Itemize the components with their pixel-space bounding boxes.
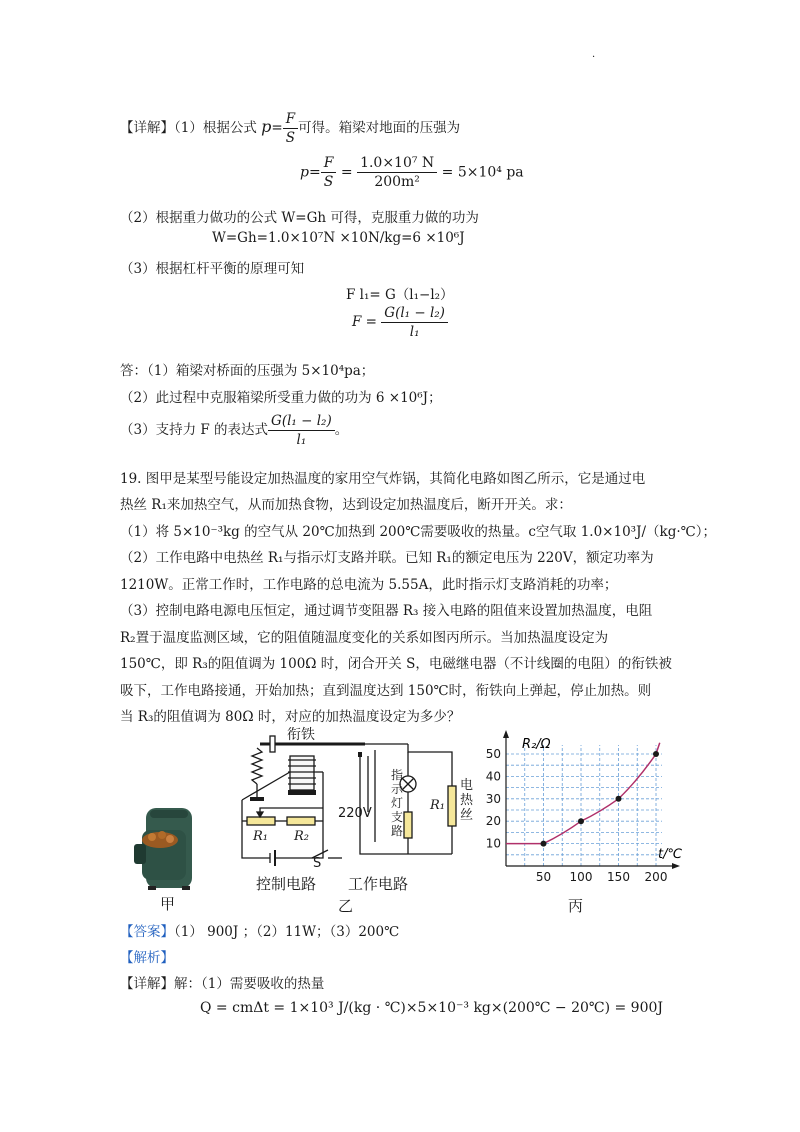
heat-equation: Q = cmΔt = 1×10³ J/(kg · ℃)×5×10⁻³ kg×(200℃ − 20℃) = 900J	[200, 1000, 664, 1016]
control-circuit-label: 控制电路	[256, 875, 317, 893]
force-equation: F = $\frac{\text{G(l₁ − l₂)}}{\text{l₁}}$	[352, 304, 448, 341]
q18-line3: （3）根据杠杆平衡的原理可知	[120, 261, 305, 277]
fig-yi-label: 乙	[338, 897, 354, 915]
q19-p3: （1）将 5×10⁻³kg 的空气从 20℃加热到 200℃需要吸收的热量。c空气取 1.0×10³J/（kg·℃）；	[120, 524, 716, 540]
work-circuit-label: 工作电路	[348, 875, 409, 893]
answer-line3: （3）支持力 F 的表达式 $\frac{\text{G(l₁ − l₂)}}{\text{l₁}}$ 。	[120, 413, 349, 448]
answer-line2: （2）此过程中克服箱梁所受重力做的功为 6 ×10⁶J；	[120, 390, 442, 406]
y-tick-label: 50	[485, 747, 501, 761]
corner-dot: ·	[592, 52, 596, 63]
y-tick-label: 40	[485, 769, 501, 784]
y-tick-label: 30	[485, 791, 501, 806]
q19-p5: 1210W。正常工作时，工作电路的总电流为 5.55A，此时指示灯支路消耗的功率；	[120, 577, 618, 593]
q19-p4: （2）工作电路中电热丝 R₁与指示灯支路并联。已知 R₁的额定电压为 220V，额定功率为	[120, 550, 654, 566]
q19-p10: 当 R₃的阻值调为 80Ω 时，对应的加热温度设定为多少？	[120, 709, 461, 725]
work-r1-label: R₁	[430, 798, 445, 813]
pressure-equation: p= $\frac{F}{S}$ = $\frac{\text{1.0×10⁷ N}}{\text{200m²}}$ = 5×10⁴ pa	[300, 155, 524, 190]
armature-label: 衔铁	[287, 727, 315, 743]
x-tick-label: 50	[535, 870, 552, 884]
answer-label: 【答案】	[120, 924, 174, 940]
detail-label-2: 【详解】	[120, 976, 174, 992]
analysis-label: 【解析】	[120, 950, 174, 966]
data-point	[653, 751, 659, 757]
detail-label: 【详解】	[120, 120, 174, 136]
fig-jia-label: 甲	[160, 895, 176, 913]
air-fryer-image	[132, 800, 204, 892]
x-axis-arrow	[672, 863, 680, 869]
answer-line1: 答：（1）箱梁对桥面的压强为 5×10⁴pa；	[120, 363, 375, 379]
x-tick-label: 100	[569, 870, 593, 884]
control-r1-label: R₁	[253, 829, 268, 844]
q19-p2: 热丝 R₁来加热空气，从而加热食物，达到设定加热温度后，断开开关。求：	[120, 497, 572, 513]
fig-bing-label: 丙	[568, 897, 584, 915]
r2-curve	[506, 743, 660, 844]
y-axis-arrow	[503, 730, 509, 738]
work-equation: W=Gh=1.0×10⁷N ×10N/kg=6 ×10⁶J	[212, 230, 465, 246]
heater-label: 电热丝	[460, 778, 474, 823]
x-tick-label: 200	[644, 870, 668, 884]
q18-line1: 【详解】（1）根据公式 p= $\frac{F}{S}$ 可得。箱梁对地面的压强为	[120, 111, 461, 146]
r2-temperature-graph	[476, 728, 686, 893]
data-point	[541, 841, 547, 847]
q19-p6: （3）控制电路电源电压恒定，通过调节变阻器 R₃ 接入电路的阻值来设置加热温度，电阻	[120, 603, 653, 619]
answer-text: （1） 900J ；（2）11W；（3）200℃	[174, 924, 400, 940]
y-axis-title: R₂/Ω	[522, 737, 551, 752]
answer-row	[120, 920, 399, 940]
switch-label: S	[313, 856, 322, 871]
x-axis-title: t/℃	[658, 847, 683, 862]
data-point	[616, 796, 622, 802]
lamp-branch-label: 指示灯支路	[391, 768, 404, 838]
q19-p8: 150℃，即 R₃的阻值调为 100Ω 时，闭合开关 S，电磁继电器（不计线圈的电阻）的衔铁被	[120, 656, 672, 672]
control-r2-label: R₂	[294, 829, 309, 844]
q19-p7: R₂置于温度监测区域，它的阻值随温度变化的关系如图丙所示。当加热温度设定为	[120, 630, 609, 646]
y-tick-label: 20	[485, 814, 501, 829]
x-tick-label: 150	[607, 870, 630, 884]
voltage-label: 220V	[338, 806, 372, 821]
data-point	[578, 818, 584, 824]
q18-line2: （2）根据重力做功的公式 W=Gh 可得，克服重力做的功为	[120, 210, 479, 226]
y-tick-label: 10	[485, 836, 501, 851]
detail-row: 【详解】解：（1）需要吸收的热量	[120, 976, 325, 992]
q19-p1: 19. 图甲是某型号能设定加热温度的家用空气炸锅，其简化电路如图乙所示，它是通过电	[120, 471, 646, 487]
lever-equation: F l₁= G（l₁−l₂）	[346, 287, 454, 303]
pressure-fraction: $\frac{F}{S}$	[283, 110, 298, 147]
q19-p9: 吸下，工作电路接通，开始加热；直到温度达到 150℃时，衔铁向上弹起，停止加热。则	[120, 683, 652, 699]
